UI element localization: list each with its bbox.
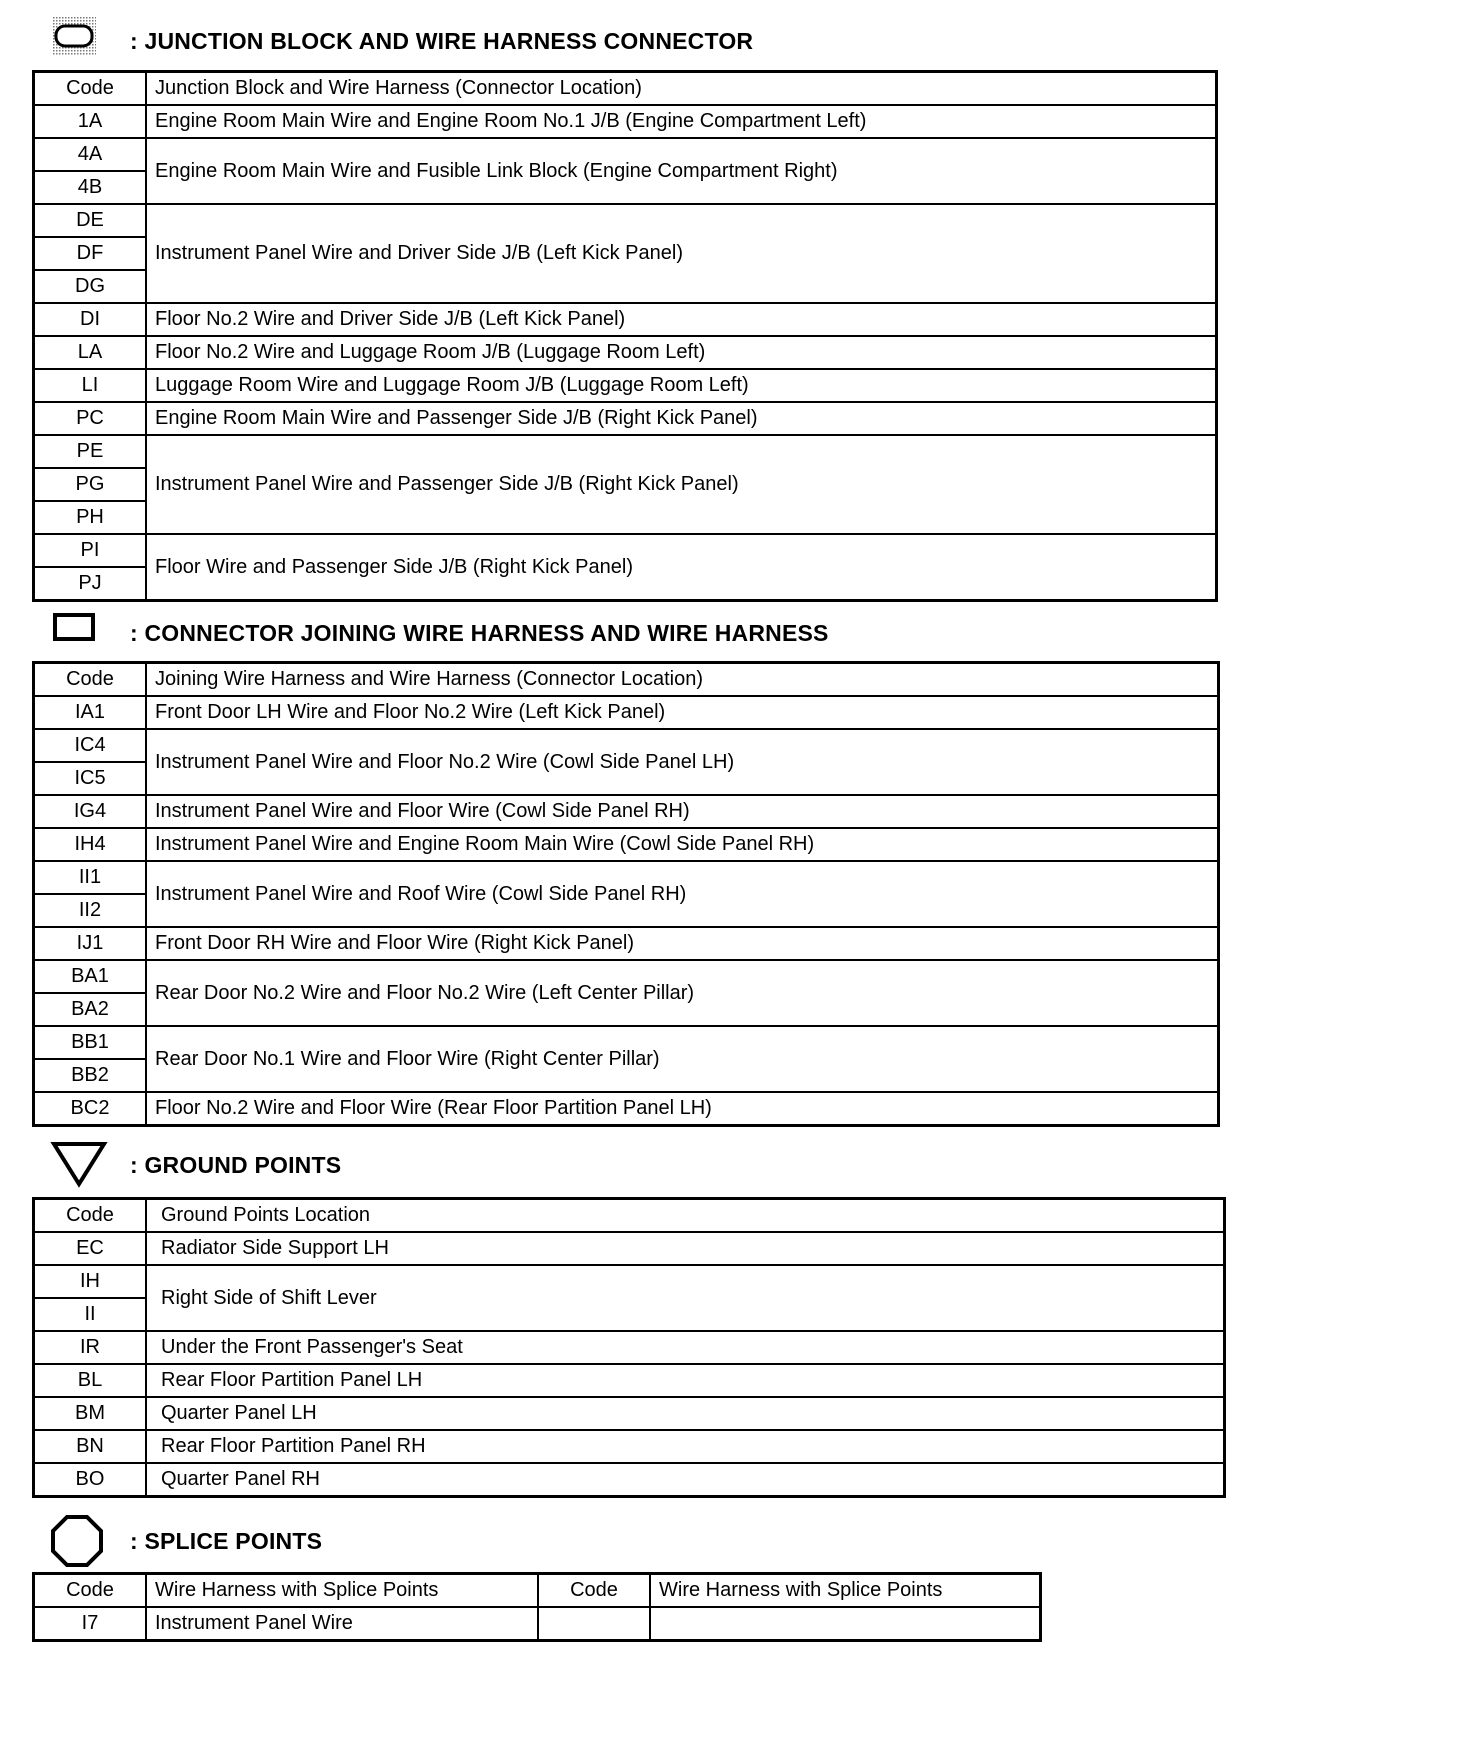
code-cell: II — [34, 1298, 147, 1331]
description-cell: Rear Floor Partition Panel LH — [146, 1364, 1225, 1397]
header-description: Ground Points Location — [146, 1199, 1225, 1233]
junction-block-title: : JUNCTION BLOCK AND WIRE HARNESS CONNECTOR — [130, 28, 754, 54]
description-cell: Engine Room Main Wire and Passenger Side J/B (Right Kick Panel) — [146, 402, 1217, 435]
table-row — [34, 861, 1219, 894]
code-cell: BM — [34, 1397, 147, 1430]
code-cell: IC4 — [34, 729, 147, 762]
ground-table — [32, 1197, 1226, 1498]
code-cell: DG — [34, 270, 147, 303]
code-cell: LA — [34, 336, 147, 369]
code-cell: DF — [34, 237, 147, 270]
code-cell: IG4 — [34, 795, 147, 828]
code-cell: DE — [34, 204, 147, 237]
description-cell: Instrument Panel Wire and Floor Wire (Cowl Side Panel RH) — [146, 795, 1219, 828]
table-row — [34, 1430, 1225, 1463]
table-row — [34, 204, 1217, 237]
code-cell: I7 — [34, 1607, 147, 1641]
description-cell: Under the Front Passenger's Seat — [146, 1331, 1225, 1364]
code-cell: DI — [34, 303, 147, 336]
splice-octagon-icon — [50, 1514, 104, 1568]
description-cell: Instrument Panel Wire and Driver Side J/B (Left Kick Panel) — [146, 204, 1217, 303]
code-cell: PI — [34, 534, 147, 567]
description-cell: Instrument Panel Wire — [146, 1607, 538, 1641]
description-cell: Quarter Panel RH — [146, 1463, 1225, 1497]
description-cell: Radiator Side Support LH — [146, 1232, 1225, 1265]
table-row — [34, 729, 1219, 762]
header-description: Joining Wire Harness and Wire Harness (Connector Location) — [146, 663, 1219, 697]
table-row — [34, 696, 1219, 729]
header-description: Junction Block and Wire Harness (Connector Location) — [146, 72, 1217, 106]
description-cell: Front Door RH Wire and Floor Wire (Right Kick Panel) — [146, 927, 1219, 960]
ground-triangle-icon — [50, 1138, 108, 1188]
header-description-1: Wire Harness with Splice Points — [146, 1574, 538, 1608]
table-row — [34, 828, 1219, 861]
table-row — [34, 303, 1217, 336]
table-row — [34, 927, 1219, 960]
connector-title: : CONNECTOR JOINING WIRE HARNESS AND WIRE HARNESS — [130, 620, 829, 646]
code-cell: LI — [34, 369, 147, 402]
table-header-row — [34, 1574, 1041, 1608]
table-row — [34, 105, 1217, 138]
code-cell — [538, 1607, 650, 1641]
table-row — [34, 534, 1217, 567]
description-cell: Instrument Panel Wire and Passenger Side J/B (Right Kick Panel) — [146, 435, 1217, 534]
header-code-1: Code — [34, 1574, 147, 1608]
description-cell: Instrument Panel Wire and Engine Room Main Wire (Cowl Side Panel RH) — [146, 828, 1219, 861]
code-cell: IH — [34, 1265, 147, 1298]
code-cell: II2 — [34, 894, 147, 927]
table-row — [34, 1364, 1225, 1397]
header-code: Code — [34, 72, 147, 106]
table-row — [34, 1463, 1225, 1497]
code-cell: BN — [34, 1430, 147, 1463]
junction-block-table — [32, 70, 1218, 602]
code-cell: IA1 — [34, 696, 147, 729]
header-code: Code — [34, 1199, 147, 1233]
code-cell: II1 — [34, 861, 147, 894]
description-cell: Floor No.2 Wire and Luggage Room J/B (Luggage Room Left) — [146, 336, 1217, 369]
code-cell: IC5 — [34, 762, 147, 795]
table-header-row — [34, 72, 1217, 106]
description-cell: Luggage Room Wire and Luggage Room J/B (Luggage Room Left) — [146, 369, 1217, 402]
description-cell: Instrument Panel Wire and Floor No.2 Wire (Cowl Side Panel LH) — [146, 729, 1219, 795]
connector-heading — [32, 606, 1220, 646]
splice-heading — [32, 1514, 1042, 1554]
header-code: Code — [34, 663, 147, 697]
description-cell: Engine Room Main Wire and Engine Room No.1 J/B (Engine Compartment Left) — [146, 105, 1217, 138]
code-cell: PE — [34, 435, 147, 468]
table-row — [34, 435, 1217, 468]
code-cell: IH4 — [34, 828, 147, 861]
table-row — [34, 369, 1217, 402]
table-row — [34, 1092, 1219, 1126]
header-description-2: Wire Harness with Splice Points — [650, 1574, 1041, 1608]
code-cell: PH — [34, 501, 147, 534]
code-cell: BL — [34, 1364, 147, 1397]
junction-block-section — [32, 14, 1218, 602]
description-cell: Quarter Panel LH — [146, 1397, 1225, 1430]
table-row — [34, 402, 1217, 435]
code-cell: EC — [34, 1232, 147, 1265]
connector-section — [32, 606, 1220, 1127]
code-cell: BC2 — [34, 1092, 147, 1126]
description-cell: Rear Door No.2 Wire and Floor No.2 Wire (Left Center Pillar) — [146, 960, 1219, 1026]
table-row — [34, 138, 1217, 171]
splice-title: : SPLICE POINTS — [130, 1528, 323, 1554]
description-cell: Floor No.2 Wire and Driver Side J/B (Left Kick Panel) — [146, 303, 1217, 336]
header-code-2: Code — [538, 1574, 650, 1608]
code-cell: PJ — [34, 567, 147, 601]
table-row — [34, 1026, 1219, 1059]
code-cell: BO — [34, 1463, 147, 1497]
code-cell: BA1 — [34, 960, 147, 993]
table-row — [34, 1397, 1225, 1430]
table-header-row — [34, 1199, 1225, 1233]
code-cell: PG — [34, 468, 147, 501]
code-cell: BA2 — [34, 993, 147, 1026]
description-cell — [650, 1607, 1041, 1641]
table-row — [34, 1607, 1041, 1641]
code-cell: 4A — [34, 138, 147, 171]
table-row — [34, 336, 1217, 369]
table-row — [34, 1232, 1225, 1265]
description-cell: Rear Door No.1 Wire and Floor Wire (Right Center Pillar) — [146, 1026, 1219, 1092]
table-header-row — [34, 663, 1219, 697]
code-cell: 4B — [34, 171, 147, 204]
connector-table — [32, 661, 1220, 1127]
junction-block-heading — [32, 14, 1218, 54]
code-cell: 1A — [34, 105, 147, 138]
splice-table — [32, 1572, 1042, 1642]
code-cell: BB1 — [34, 1026, 147, 1059]
description-cell: Rear Floor Partition Panel RH — [146, 1430, 1225, 1463]
junction-block-icon — [50, 14, 98, 58]
table-row — [34, 960, 1219, 993]
code-cell: BB2 — [34, 1059, 147, 1092]
description-cell: Floor Wire and Passenger Side J/B (Right Kick Panel) — [146, 534, 1217, 601]
code-cell: PC — [34, 402, 147, 435]
description-cell: Engine Room Main Wire and Fusible Link Block (Engine Compartment Right) — [146, 138, 1217, 204]
ground-title: : GROUND POINTS — [130, 1152, 342, 1178]
connector-square-icon — [50, 606, 98, 642]
code-cell: IR — [34, 1331, 147, 1364]
ground-heading — [32, 1138, 1226, 1178]
ground-section — [32, 1138, 1226, 1498]
description-cell: Floor No.2 Wire and Floor Wire (Rear Floor Partition Panel LH) — [146, 1092, 1219, 1126]
table-row — [34, 1265, 1225, 1298]
description-cell: Front Door LH Wire and Floor No.2 Wire (Left Kick Panel) — [146, 696, 1219, 729]
description-cell: Right Side of Shift Lever — [146, 1265, 1225, 1331]
description-cell: Instrument Panel Wire and Roof Wire (Cowl Side Panel RH) — [146, 861, 1219, 927]
table-row — [34, 1331, 1225, 1364]
code-cell: IJ1 — [34, 927, 147, 960]
table-row — [34, 795, 1219, 828]
splice-section — [32, 1514, 1042, 1642]
